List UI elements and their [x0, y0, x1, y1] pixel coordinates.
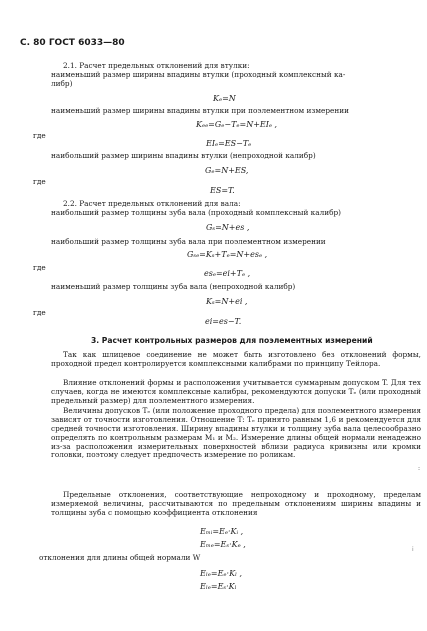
where-label: где — [33, 308, 46, 317]
paragraph: Величины допусков Tₑ (или положение проходного предела) для поэлементного измерения зависят от точности изготовления. Отношение T: Tₑ принято равным 1,6 и рекомендуется для средней точности изготовления. Ширину впадины втулки и толщину зуба вала целесообразно определять по контрольным размерам M₁ и M₂. Измерение длины общей нормали ненадежно из-за расположения измерительных поверхностей вблизи радиуса кривизны или кромки головки, поэтому следует предпочесть измерение по роликам. — [51, 406, 421, 460]
formula: Kₑ=N — [213, 94, 236, 103]
formula: Gₑ=N+ES, — [205, 166, 249, 175]
text-line: наименьший размер ширины впадины втулки (проходный комплексный ка- — [51, 70, 346, 79]
text-line: наибольший размер толщины зуба вала (проходный комплексный калибр) — [51, 208, 341, 217]
paragraph: Влияние отклонений формы и расположения учитывается суммарным допуском T. Для тех случаев, когда не имеются комплексные калибры, рекомендуются допуски Tₑ (или проходный предельный размер) для поэлементного измерения. — [51, 378, 421, 405]
formula: EIₑ=ES−Tₑ — [206, 139, 252, 148]
formula: Eₘₑ=Eₛ·Kₑ , — [200, 540, 246, 549]
formula: Eₗₑ=Eₛ·Kₗ — [200, 582, 237, 591]
text-line: отклонения для длины общей нормали W — [39, 553, 201, 562]
text-line: наименьший размер толщины зуба вала (непроходной калибр) — [51, 282, 296, 291]
formula: Eₘᵢ=Eₑ·Kᵢ , — [200, 527, 244, 536]
section-2-1-title: 2.1. Расчет предельных отклонений для втулки: — [63, 61, 250, 70]
formula: Kₛ=N+ei , — [206, 297, 248, 306]
formula: Gₛₑ=Kₛ+Tₑ=N+esₑ , — [187, 250, 268, 259]
formula: Gₛ=N+es , — [206, 223, 250, 232]
paragraph: Так как шлицевое соединение не может быть изготовлено без отклонений формы, проходной предел контролируется комплексными калибрами по принципу Тейлора. — [51, 350, 421, 368]
where-label: где — [33, 263, 46, 272]
page-header: С. 80 ГОСТ 6033—80 — [20, 38, 125, 48]
section-2-2-title: 2.2. Расчет предельных отклонений для вала: — [63, 199, 241, 208]
formula: Kₑₑ=Gₑ−Tₑ=N+EIₑ , — [196, 120, 278, 129]
formula: esₑ=ei+Tₑ , — [204, 269, 251, 278]
scan-mark: : — [418, 465, 421, 472]
paragraph: Предельные отклонения, соответствующие непроходному и проходному, пределам измеряемой величины, рассчитываются по предельным отклонениям ширины впадины и толщины зуба с помощью коэффициента отклонения — [51, 490, 421, 517]
formula: ei=es−T. — [205, 317, 242, 326]
text-line: наибольший размер ширины впадины втулки (непроходной калибр) — [51, 151, 316, 160]
formula: ES=T. — [210, 186, 235, 195]
where-label: где — [33, 131, 46, 140]
formula: Eₗₑ=Eₑ·Kₗ , — [200, 569, 243, 578]
scan-mark: ⁞ — [412, 546, 414, 553]
section-3-title: 3. Расчет контрольных размеров для поэлементных измерений — [91, 336, 373, 345]
where-label: где — [33, 177, 46, 186]
text-line: либр) — [51, 79, 73, 88]
text-line: наименьший размер ширины впадины втулки при поэлементном измерении — [51, 106, 349, 115]
text-line: наибольший размер толщины зуба вала при поэлементном измерении — [51, 237, 326, 246]
